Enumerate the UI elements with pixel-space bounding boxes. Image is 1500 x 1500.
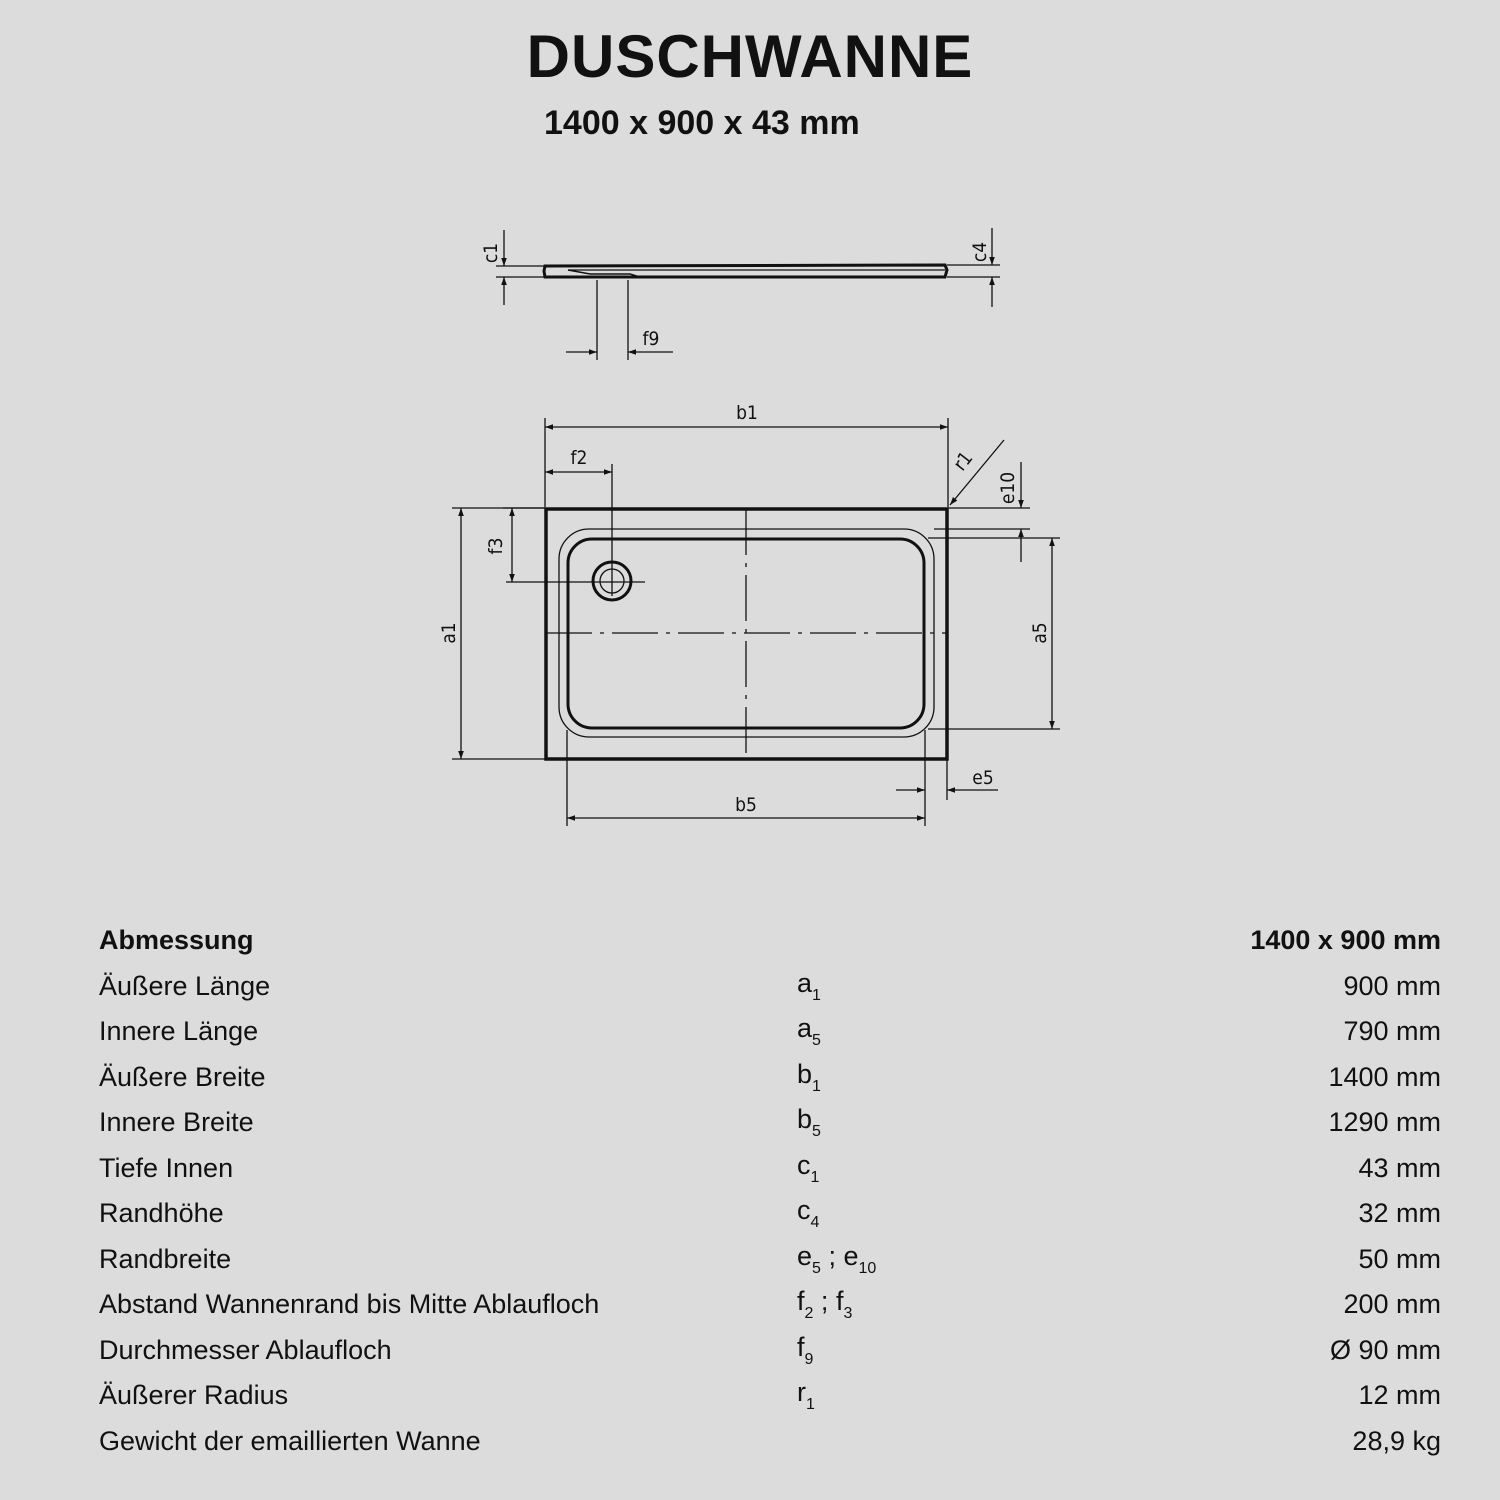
a1-label: a1 [438, 622, 460, 644]
symbol-base: a [797, 967, 813, 998]
row-label: Äußerer Radius [99, 1380, 289, 1411]
table-row [99, 1328, 1441, 1374]
symbol-base: c [797, 1195, 811, 1226]
b5-label: b5 [735, 794, 757, 816]
row-value: 790 mm [1343, 1016, 1441, 1047]
header-value: 1400 x 900 mm [1250, 925, 1441, 956]
row-symbol [797, 1055, 1097, 1101]
row-label: Tiefe Innen [99, 1152, 234, 1183]
e10-label: e10 [997, 471, 1019, 505]
symbol-subscript: 3 [843, 1305, 853, 1323]
c4-label: c4 [969, 241, 991, 263]
table-row [99, 1419, 1441, 1465]
row-value: Ø 90 mm [1329, 1334, 1441, 1365]
symbol-subscript: 1 [812, 986, 821, 1004]
symbol-base: f [835, 1286, 844, 1317]
side-view [496, 228, 1000, 360]
row-value: 43 mm [1358, 1152, 1441, 1183]
row-symbol [797, 1100, 1097, 1146]
b1-label: b1 [736, 402, 758, 424]
table-row [99, 1055, 1441, 1101]
row-value: 1400 mm [1328, 1061, 1441, 1092]
top-view [452, 418, 1060, 826]
table-row [99, 1100, 1441, 1146]
row-label: Innere Länge [99, 1016, 259, 1047]
f2-label: f2 [570, 447, 588, 469]
symbol-subscript: 1 [806, 1396, 815, 1414]
row-symbol [797, 1328, 1097, 1374]
spec-table-body [99, 964, 1441, 1465]
symbol-base: f [797, 1331, 805, 1362]
symbol-base: a [797, 1013, 813, 1044]
e5-label: e5 [972, 767, 994, 789]
symbol-subscript: 9 [804, 1350, 814, 1368]
row-value: 900 mm [1343, 970, 1441, 1001]
tray-profile [544, 265, 947, 277]
table-row [99, 1282, 1441, 1328]
spec-table [99, 918, 1441, 1464]
row-symbol [797, 1009, 1097, 1055]
row-label: Äußere Länge [99, 970, 271, 1001]
row-label: Gewicht der emaillierten Wanne [99, 1425, 481, 1456]
row-value: 32 mm [1358, 1198, 1441, 1229]
row-label: Randhöhe [99, 1198, 224, 1229]
row-label: Innere Breite [99, 1107, 254, 1138]
page-title: DUSCHWANNE [526, 23, 974, 90]
row-symbol [797, 1419, 1097, 1465]
row-symbol: $f_2$ ; $f_3$ [797, 1286, 853, 1323]
row-label: Randbreite [99, 1243, 232, 1274]
row-symbol [797, 1146, 1097, 1192]
f9-label: f9 [642, 328, 660, 350]
header-symbol [797, 918, 1097, 964]
a5-label: a5 [1029, 622, 1051, 644]
row-symbol: $e_5$ ; $e_{10}$ [797, 1240, 877, 1277]
f3-label: f3 [485, 537, 507, 555]
symbol-base: b [797, 1058, 813, 1089]
table-row [99, 1146, 1441, 1192]
symbol-subscript: 5 [812, 1123, 821, 1141]
row-value: 200 mm [1343, 1289, 1441, 1320]
row-label: Abstand Wannenrand bis Mitte Ablaufloch [99, 1289, 600, 1320]
row-label: Äußere Breite [99, 1061, 266, 1092]
symbol-subscript: 1 [810, 1168, 820, 1186]
row-value: 28,9 kg [1352, 1425, 1441, 1456]
table-row [99, 1191, 1441, 1237]
table-row [99, 1373, 1441, 1419]
row-value: 12 mm [1358, 1380, 1441, 1411]
symbol-subscript: 5 [812, 1259, 821, 1277]
symbol-subscript: 2 [804, 1305, 814, 1323]
symbol-subscript: 4 [810, 1214, 820, 1232]
row-value: 1290 mm [1328, 1107, 1441, 1138]
symbol-base: e [843, 1240, 859, 1271]
symbol-subscript: 10 [858, 1259, 877, 1277]
table-row [99, 1009, 1441, 1055]
symbol-subscript: 1 [812, 1077, 821, 1095]
symbol-base: f [797, 1286, 805, 1317]
header-label: Abmessung [99, 925, 254, 956]
page-subtitle: 1400 x 900 x 43 mm [544, 104, 860, 142]
row-symbol [797, 1191, 1097, 1237]
symbol-base: c [797, 1149, 811, 1180]
symbol-base: r [797, 1377, 806, 1408]
r1-label: r1 [949, 447, 978, 476]
symbol-base: e [797, 1240, 813, 1271]
symbol-base: b [797, 1104, 813, 1135]
table-header-row [99, 918, 1441, 964]
row-value: 50 mm [1358, 1243, 1441, 1274]
row-symbol [797, 964, 1097, 1010]
row-symbol [797, 1373, 1097, 1419]
table-row [99, 1237, 1441, 1283]
c1-label: c1 [480, 242, 502, 264]
row-label: Durchmesser Ablaufloch [99, 1334, 392, 1365]
symbol-subscript: 5 [812, 1032, 821, 1050]
table-row [99, 964, 1441, 1010]
